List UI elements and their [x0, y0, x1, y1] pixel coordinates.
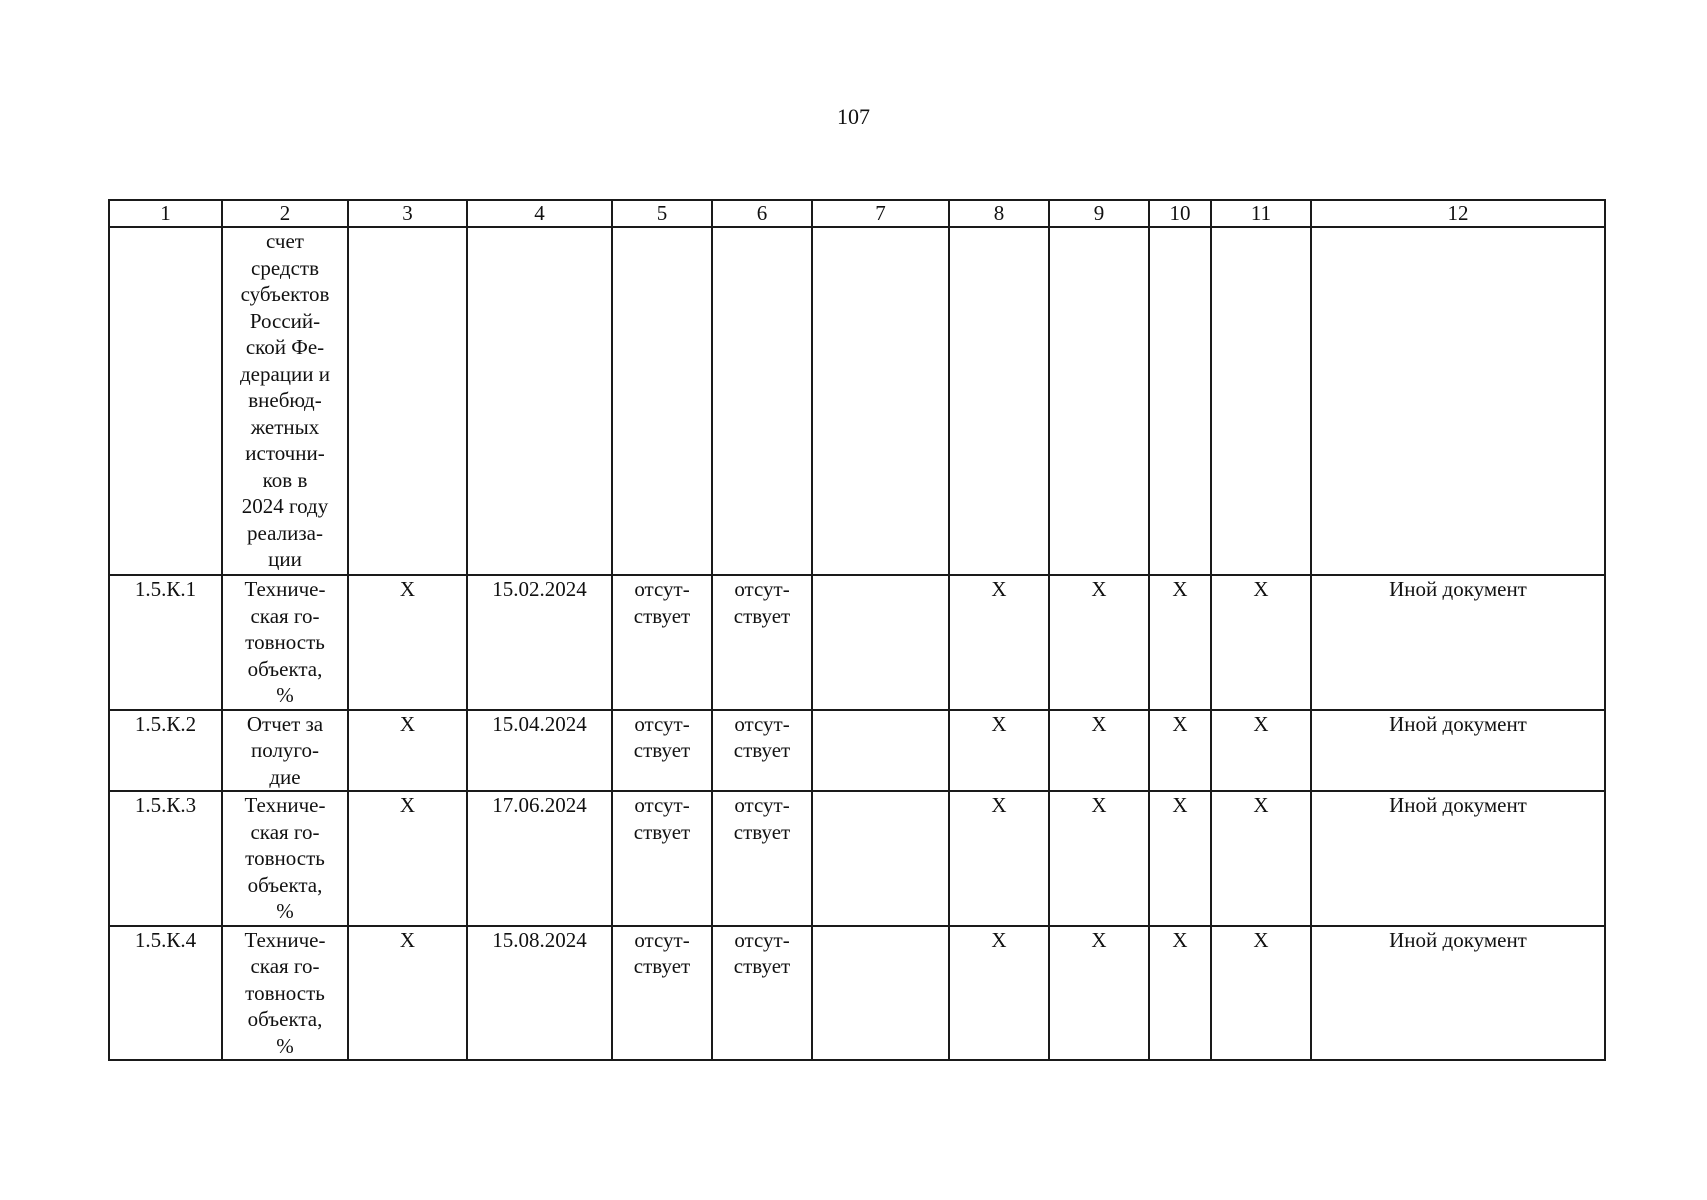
table-cell	[812, 575, 949, 710]
table-cell: Х	[1149, 575, 1211, 710]
table-cell: Х	[1149, 791, 1211, 926]
table-cell	[1211, 227, 1311, 575]
table-cell: Х	[348, 710, 467, 792]
table-cell	[612, 791, 712, 926]
cell-text: отсут- ствует	[633, 793, 691, 844]
column-header-10: 10	[1149, 200, 1211, 227]
table-cell	[1311, 227, 1605, 575]
table-row	[109, 926, 1605, 1061]
continuation-row	[109, 227, 1605, 575]
table-cell: Х	[1211, 575, 1311, 710]
table-cell: Х	[348, 926, 467, 1061]
table-cell: Х	[1211, 710, 1311, 792]
column-header-4: 4	[467, 200, 612, 227]
table-row	[109, 575, 1605, 710]
table-cell	[348, 227, 467, 575]
row-document-type: Иной документ	[1311, 926, 1605, 1061]
table-cell	[812, 710, 949, 792]
table-cell	[812, 926, 949, 1061]
table-cell	[712, 227, 812, 575]
row-code: 1.5.К.4	[109, 926, 222, 1061]
table-cell	[222, 227, 348, 575]
cell-text: отсут- ствует	[733, 711, 791, 762]
table-cell	[712, 575, 812, 710]
column-header-7: 7	[812, 200, 949, 227]
column-header-8: 8	[949, 200, 1049, 227]
column-header-6: 6	[712, 200, 812, 227]
table-cell: Х	[1149, 710, 1211, 792]
column-header-11: 11	[1211, 200, 1311, 227]
table-cell	[812, 791, 949, 926]
row-date: 17.06.2024	[467, 791, 612, 926]
row-date: 15.04.2024	[467, 710, 612, 792]
page-number: 107	[837, 104, 870, 129]
table-cell	[467, 227, 612, 575]
cell-text: отсут- ствует	[733, 927, 791, 978]
table-cell: Х	[949, 710, 1049, 792]
table-cell	[712, 791, 812, 926]
table-row	[109, 710, 1605, 792]
table-cell: Х	[1149, 926, 1211, 1061]
column-header-5: 5	[612, 200, 712, 227]
row-name	[222, 791, 348, 926]
table-cell	[109, 227, 222, 575]
table-cell	[949, 227, 1049, 575]
table-cell	[812, 227, 949, 575]
cell-text: отсут- ствует	[633, 927, 691, 978]
table-cell	[612, 710, 712, 792]
row-code: 1.5.К.3	[109, 791, 222, 926]
row-date: 15.08.2024	[467, 926, 612, 1061]
table-cell: Х	[1211, 926, 1311, 1061]
column-number-row	[109, 200, 1605, 227]
table-cell: Х	[949, 575, 1049, 710]
row-document-type: Иной документ	[1311, 575, 1605, 710]
table-cell: Х	[1049, 575, 1149, 710]
row-date: 15.02.2024	[467, 575, 612, 710]
table-cell: Х	[1049, 926, 1149, 1061]
row-code: 1.5.К.2	[109, 710, 222, 792]
table-cell	[712, 710, 812, 792]
column-header-1: 1	[109, 200, 222, 227]
table-cell	[1149, 227, 1211, 575]
row-name	[222, 926, 348, 1061]
table-cell: Х	[949, 926, 1049, 1061]
column-header-3: 3	[348, 200, 467, 227]
row-name	[222, 575, 348, 710]
row-code: 1.5.К.1	[109, 575, 222, 710]
table-cell: Х	[1211, 791, 1311, 926]
table-cell: Х	[348, 575, 467, 710]
cell-text: отсут- ствует	[633, 711, 691, 762]
table-cell: Х	[348, 791, 467, 926]
cell-text: отсут- ствует	[633, 577, 691, 628]
table-cell: Х	[1049, 710, 1149, 792]
row-document-type: Иной документ	[1311, 710, 1605, 792]
table-cell	[712, 926, 812, 1061]
cell-text: отсут- ствует	[733, 577, 791, 628]
table-cell	[612, 227, 712, 575]
row-name-text: Техниче- ская го- товность объекта, %	[244, 577, 326, 707]
table-cell	[1049, 227, 1149, 575]
table-cell	[612, 575, 712, 710]
continuation-text: счет средств субъектов Россий- ской Фе- дерации и внебюд- жетных источни- ков в 2024 году реализа- ции	[239, 229, 331, 571]
row-name-text: Отчет за полуго- дие	[246, 711, 324, 789]
column-header-9: 9	[1049, 200, 1149, 227]
cell-text: отсут- ствует	[733, 793, 791, 844]
column-header-12: 12	[1311, 200, 1605, 227]
data-table	[108, 199, 1606, 1061]
table-row	[109, 791, 1605, 926]
row-name-text: Техниче- ская го- товность объекта, %	[244, 793, 326, 923]
column-header-2: 2	[222, 200, 348, 227]
row-name-text: Техниче- ская го- товность объекта, %	[244, 927, 326, 1058]
table-cell	[612, 926, 712, 1061]
row-document-type: Иной документ	[1311, 791, 1605, 926]
table-cell: Х	[949, 791, 1049, 926]
table-cell: Х	[1049, 791, 1149, 926]
row-name	[222, 710, 348, 792]
